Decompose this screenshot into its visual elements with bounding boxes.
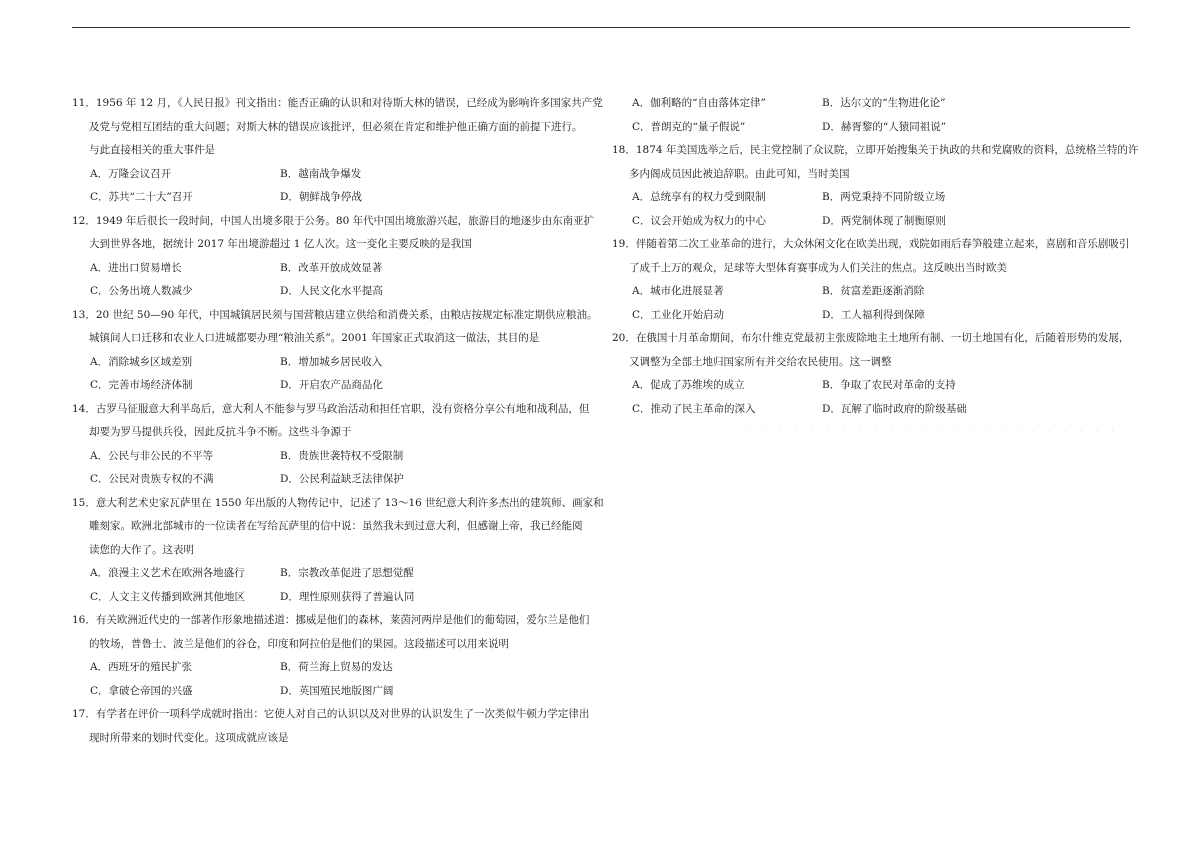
option-c[interactable]: C．普朗克的“量子假说” [632,120,746,133]
option-a[interactable]: A．进出口贸易增长 [90,261,182,274]
question-17-options [612,92,1134,139]
option-a[interactable]: A．城市化进展显著 [632,285,724,297]
options [612,280,1134,327]
question-stem-line: 12．1949 年后很长一段时间，中国人出境多限于公务。80 年代中国出境旅游兴起，旅游目的地逐步由东南亚扩 [72,214,595,227]
question-20 [612,327,1134,421]
option-d[interactable]: D．工人福利得到保障 [822,308,925,321]
option-d[interactable]: D．人民文化水平提高 [280,285,383,297]
option-a[interactable]: A．西班牙的殖民扩张 [90,661,193,673]
question-stem-line: 17．有学者在评价一项科学成就时指出：它使人对自己的认识以及对世界的认识发生了一次类似牛顿力学定律出 [72,708,590,720]
option-a[interactable]: A．公民与非公民的不平等 [90,449,214,462]
header-rule [72,27,1130,28]
option-a[interactable]: A．消除城乡区域差别 [90,355,193,368]
options [612,186,1134,233]
option-d[interactable]: D．赫胥黎的“人猿同祖说” [822,120,947,133]
question-17-stem [72,703,592,750]
question-stem-line: 20．在俄国十月革命期间，布尔什维克党最初主张废除地主土地所有制、一切土地国有化，后随着形势的发展， [612,332,1130,344]
option-a[interactable]: A．万隆会议召开 [90,167,172,180]
question-stem-line: 与此直接相关的重大事件是 [89,144,215,156]
option-b[interactable]: B．增加城乡居民收入 [280,355,383,368]
option-b[interactable]: B．达尔文的“生物进化论” [822,97,946,109]
question-stem-line: 的牧场，普鲁士、波兰是他们的谷仓，印度和阿拉伯是他们的果园。这段描述可以用来说明 [89,637,509,650]
question-stem-line: 14．古罗马征服意大利半岛后，意大利人不能参与罗马政治活动和担任官职，没有资格分享公有地和战利品，但 [72,402,590,415]
option-c[interactable]: C．人文主义传播到欧洲其他地区 [90,590,246,603]
option-c[interactable]: C．工业化开始启动 [632,308,725,321]
question-stem-line: 城镇间人口迁移和农业人口进城都要办理“粮油关系”。2001 年国家正式取消这一做法，其目的是 [89,332,540,344]
option-d[interactable]: D．瓦解了临时政府的阶级基础 [822,402,967,415]
option-a[interactable]: A．促成了苏维埃的成立 [632,379,745,391]
question-stem-line: 13．20 世纪 50—90 年代，中国城镇居民须与国营粮店建立供给和消费关系，由粮店按规定标准定期供应粮油。 [72,308,598,321]
option-d[interactable]: D．两党制体现了制衡原则 [822,214,946,227]
option-d[interactable]: D．英国殖民地版图广阔 [280,684,394,697]
option-b[interactable]: B．贫富差距逐渐消除 [822,285,925,297]
option-b[interactable]: B．越南战争爆发 [280,167,362,180]
options [72,351,592,398]
option-b[interactable]: B．两党秉持不同阶级立场 [822,191,946,203]
faint-dot-separator: · · · · · · · · · · · · · · · · · · · · · · · · [748,428,1120,435]
question-stem-line: 11．1956 年 12 月，《人民日报》刊文指出：能否正确的认识和对待斯大林的错误，已经成为影响许多国家共产党 [72,97,603,109]
question-stem-line: 18．1874 年美国选举之后，民主党控制了众议院，立即开始搜集关于执政的共和党腐败的资料，总统格兰特的许 [612,144,1139,156]
question-stem-line: 现时所带来的划时代变化。这项成就应该是 [89,731,289,744]
question-stem-line: 了成千上万的观众，足球等大型体育赛事成为人们关注的焦点。这反映出当时欧美 [629,261,1007,274]
option-c[interactable]: C．公务出境人数减少 [90,285,193,297]
question-15 [72,492,604,610]
question-stem-line: 大到世界各地，据统计 2017 年出境游超过 1 亿人次。这一变化主要反映的是我国 [89,238,472,250]
question-stem-line: 又调整为全部土地归国家所有并交给农民使用。这一调整 [629,355,892,368]
options [72,257,592,304]
option-b[interactable]: B．争取了农民对革命的支持 [822,379,956,391]
question-stem-line: 及党与党相互团结的重大问题；对斯大林的错误应该批评，但必须在肯定和维护他正确方面的前提下进行。 [89,120,583,133]
question-13 [72,304,598,398]
question-19 [612,233,1134,327]
option-a[interactable]: A．总统享有的权力受到限制 [632,191,766,203]
question-stem-line: 多内阁成员因此被迫辞职。由此可知，当时美国 [629,167,850,180]
option-c[interactable]: C．苏共“二十大”召开 [90,191,193,203]
question-18 [612,139,1139,233]
option-c[interactable]: C．拿破仑帝国的兴盛 [90,684,193,697]
option-a[interactable]: A．伽利略的“自由落体定律” [632,97,766,109]
question-stem-line: 读您的大作了。这表明 [89,543,194,556]
question-stem-line: 却要为罗马提供兵役，因此反抗斗争不断。这些斗争源于 [89,426,352,438]
question-stem-line: 15．意大利艺术史家瓦萨里在 1550 年出版的人物传记中，记述了 13～16 世纪意大利许多杰出的建筑师、画家和 [72,496,604,509]
option-d[interactable]: D．公民利益缺乏法律保护 [280,473,404,485]
option-c[interactable]: C．推动了民主革命的深入 [632,402,756,415]
option-b[interactable]: B．贵族世袭特权不受限制 [280,449,404,462]
question-stem-line: 雕刻家。欧洲北部城市的一位读者在写给瓦萨里的信中说：虽然我未到过意大利，但感谢上帝，我已经能阅 [89,520,583,532]
option-d[interactable]: D．理性原则获得了普遍认同 [280,590,415,603]
question-11 [72,92,603,210]
options [72,656,592,703]
options [72,562,592,609]
question-stem-line: 19．伴随着第二次工业革命的进行，大众休闲文化在欧美出现，戏院如雨后春笋般建立起来，喜剧和音乐剧吸引 [612,238,1130,250]
option-c[interactable]: C．公民对贵族专权的不满 [90,473,214,485]
option-d[interactable]: D．朝鲜战争停战 [280,191,362,203]
question-12 [72,210,595,304]
option-c[interactable]: C．议会开始成为权力的中心 [632,214,767,227]
option-b[interactable]: B．改革开放成效显著 [280,261,383,274]
option-b[interactable]: B．宗教改革促进了思想觉醒 [280,567,414,579]
question-14 [72,398,592,492]
options [612,374,1134,421]
question-16 [72,609,592,703]
option-d[interactable]: D．开启农产品商品化 [280,379,383,391]
option-c[interactable]: C．完善市场经济体制 [90,379,193,391]
option-a[interactable]: A．浪漫主义艺术在欧洲各地盛行 [90,567,245,579]
question-stem-line: 16．有关欧洲近代史的一部著作形象地描述道：挪威是他们的森林，莱茵河两岸是他们的葡萄园，爱尔兰是他们 [72,614,590,626]
option-b[interactable]: B．荷兰海上贸易的发达 [280,661,393,673]
options [72,445,592,492]
right-column [612,92,1139,421]
left-column [72,92,604,750]
options [72,163,592,210]
